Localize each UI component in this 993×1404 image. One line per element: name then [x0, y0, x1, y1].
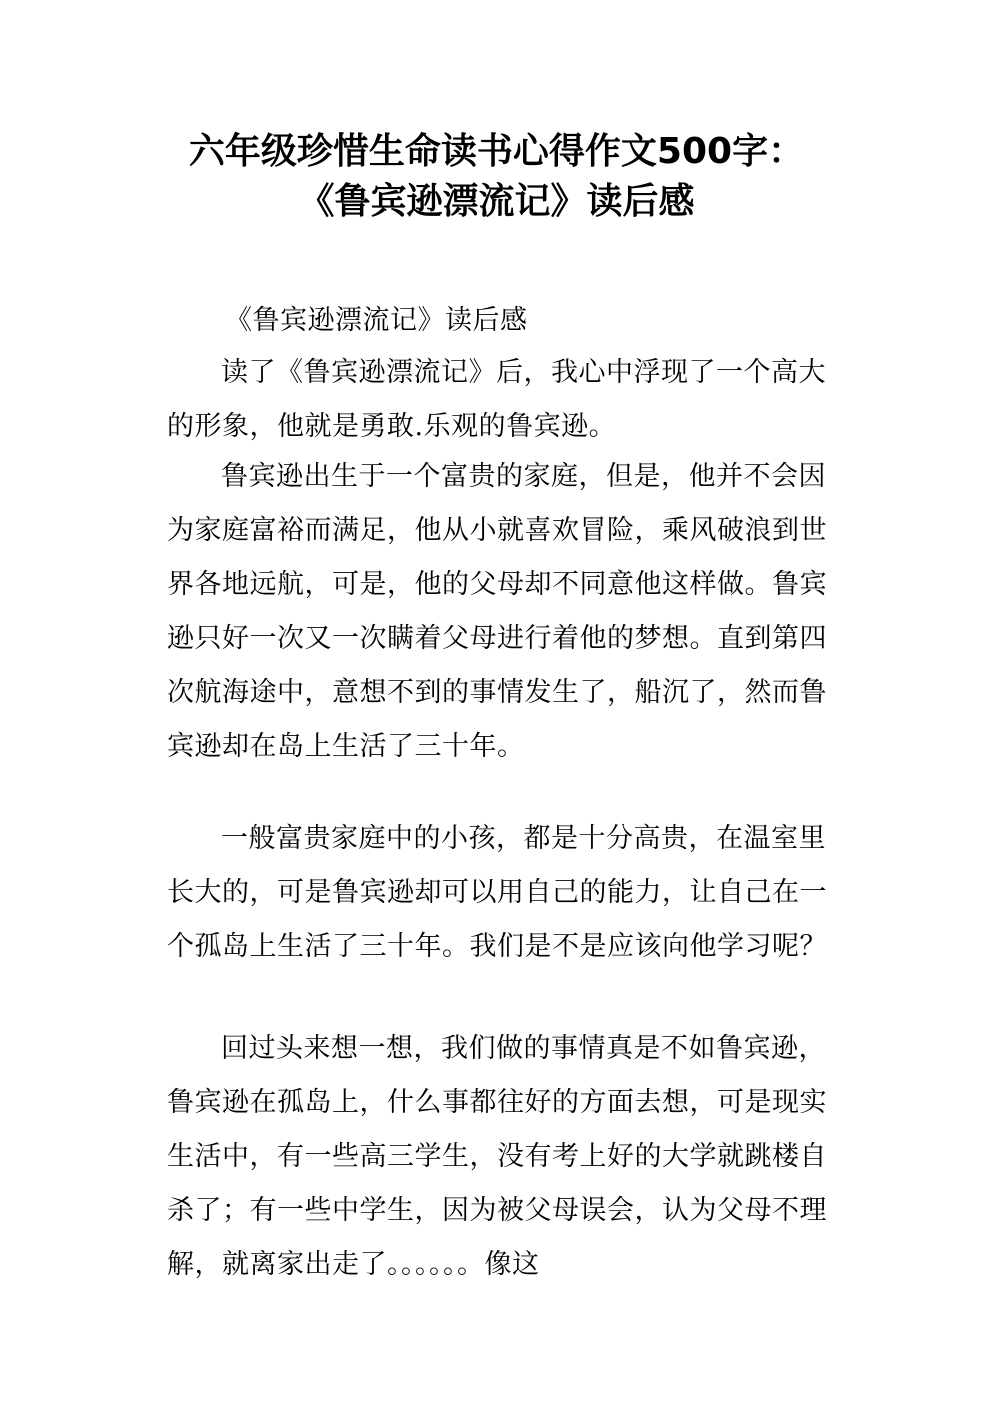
- body-paragraph: 读了《鲁宾逊漂流记》后，我心中浮现了一个高大的形象，他就是勇敢.乐观的鲁宾逊。: [167, 357, 826, 442]
- document-title-line-1: 六年级珍惜生命读书心得作文500字：: [188, 131, 805, 172]
- body-paragraph: 回过头来想一想，我们做的事情真是不如鲁宾逊，鲁宾逊在孤岛上，什么事都往好的方面去想，可是现实生活中，有一些高三学生，没有考上好的大学就跳楼自杀了；有一些中学生，因为被父母误会，认为父母不理解，就离家出走了。。。。。。像这: [167, 1033, 827, 1280]
- document-title-line-2: 《鲁宾逊漂流记》读后感: [298, 181, 695, 222]
- subtitle-paragraph: 《鲁宾逊漂流记》读后感: [225, 305, 528, 336]
- body-paragraph: 鲁宾逊出生于一个富贵的家庭，但是，他并不会因为家庭富裕而满足，他从小就喜欢冒险，乘风破浪到世界各地远航，可是，他的父母却不同意他这样做。鲁宾逊只好一次又一次瞒着父母进行着他的梦想。直到第四次航海途中，意想不到的事情发生了，船沉了，然而鲁宾逊却在岛上生活了三十年。: [167, 461, 827, 762]
- body-paragraph: 一般富贵家庭中的小孩，都是十分高贵，在温室里长大的，可是鲁宾逊却可以用自己的能力，让自己在一个孤岛上生活了三十年。我们是不是应该向他学习呢？: [167, 823, 827, 962]
